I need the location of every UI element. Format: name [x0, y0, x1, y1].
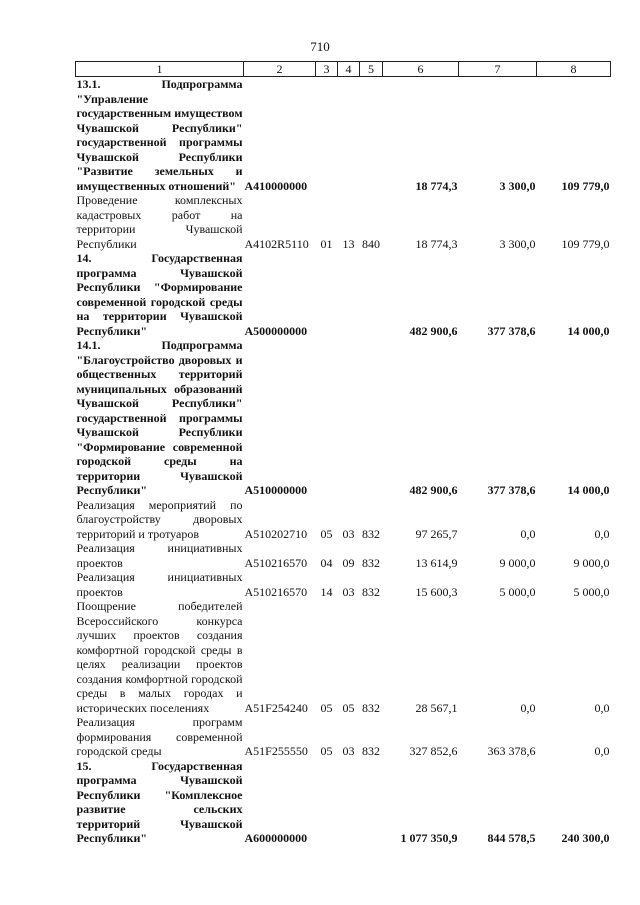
row-value-3: 0,0	[594, 526, 610, 541]
row-name: Реализация программ формирования современной городской среды	[76, 715, 243, 758]
row-section: 14	[320, 584, 333, 599]
budget-table	[75, 61, 611, 846]
row-section: 04	[320, 555, 333, 570]
row-expense-type: 832	[362, 526, 380, 541]
row-value-3: 0,0	[594, 700, 610, 715]
row-expense-type: 832	[362, 700, 380, 715]
row-value-2: 3 300,0	[499, 178, 536, 193]
row-section	[316, 77, 338, 194]
row-name: Проведение комплексных кадастровых работ на территории Чувашской Республики	[76, 193, 243, 251]
table-row	[76, 77, 611, 194]
row-value-2: 0,0	[520, 526, 536, 541]
row-value-1: 15 600,3	[415, 584, 458, 599]
row-code: А510216570	[244, 584, 308, 599]
row-value-2: 0,0	[520, 700, 536, 715]
row-value-3: 109 779,0	[561, 178, 610, 193]
table-row	[76, 251, 611, 338]
row-value-1: 327 852,6	[409, 744, 458, 758]
page-number: 710	[310, 39, 330, 54]
row-subsection: 09	[342, 555, 355, 570]
row-value-3: 5 000,0	[573, 584, 610, 599]
row-value-2: 9 000,0	[499, 555, 536, 570]
row-name: Реализация инициативных проектов	[76, 570, 243, 599]
row-name: Поощрение победителей Всероссийского конкурса лучших проектов создания комфортной городской среды в целях реализации проектов создания комфортной городской среды в малых городах и исторических поселениях	[76, 599, 243, 715]
table-row	[76, 570, 611, 599]
row-code: А510000000	[244, 483, 308, 497]
row-section	[316, 251, 338, 338]
row-code: А510202710	[244, 526, 308, 541]
table-row	[76, 715, 611, 759]
row-name: 13.1. Подпрограмма "Управление государственным имуществом Чувашской Республики" государственной программы Чувашской Республики "Развитие земельных и имущественных отношений"	[76, 77, 243, 193]
column-header: 1	[76, 62, 244, 77]
row-value-2: 363 378,6	[487, 744, 536, 758]
table-row	[76, 759, 611, 846]
row-value-1: 28 567,1	[415, 700, 458, 715]
row-value-3: 0,0	[594, 744, 610, 758]
table-row	[76, 338, 611, 498]
row-value-1: 482 900,6	[409, 483, 458, 497]
row-value-1: 13 614,9	[415, 555, 458, 570]
row-section: 01	[320, 236, 333, 251]
row-subsection	[338, 338, 360, 498]
row-expense-type	[360, 77, 383, 194]
table-row	[76, 498, 611, 542]
row-value-3: 14 000,0	[567, 323, 610, 338]
row-code: А51F255550	[244, 744, 308, 758]
row-expense-type: 832	[362, 584, 380, 599]
column-header: 5	[360, 62, 383, 77]
row-name: 14.1. Подпрограмма "Благоустройство дворовых и общественных территорий муниципальных образований Чувашской Республики" государственной программы Чувашской Республики "Формирование современной городской среды на территории Чувашской Республики"	[76, 338, 243, 497]
row-section: 05	[320, 744, 333, 758]
row-subsection	[338, 251, 360, 338]
row-expense-type	[360, 759, 383, 846]
row-value-2: 377 378,6	[487, 483, 536, 497]
row-code: А4102R5110	[244, 236, 309, 251]
row-code: А410000000	[244, 178, 308, 193]
table-row	[76, 193, 611, 251]
row-code: А510216570	[244, 555, 308, 570]
row-code: А500000000	[244, 323, 308, 338]
row-value-1: 18 774,3	[415, 236, 458, 251]
row-expense-type: 832	[362, 744, 380, 758]
row-name: 15. Государственная программа Чувашской Республики "Комплексное развитие сельских территорий Чувашской Республики"	[76, 758, 243, 845]
row-value-2: 5 000,0	[499, 584, 536, 599]
row-value-2: 3 300,0	[499, 236, 536, 251]
row-value-2: 377 378,6	[487, 323, 536, 338]
row-subsection: 03	[342, 744, 355, 758]
row-name: 14. Государственная программа Чувашской Республики "Формирование современной городской среды на территории Чувашской Республики"	[76, 251, 243, 338]
row-value-3: 109 779,0	[561, 236, 610, 251]
row-expense-type: 832	[362, 555, 380, 570]
row-code: А600000000	[244, 831, 308, 845]
row-expense-type	[360, 251, 383, 338]
row-expense-type	[360, 338, 383, 498]
table-row	[76, 599, 611, 715]
row-section: 05	[320, 700, 333, 715]
row-value-3: 14 000,0	[567, 483, 610, 497]
column-header: 2	[244, 62, 316, 77]
row-subsection: 13	[342, 236, 355, 251]
column-header: 3	[316, 62, 338, 77]
row-value-1: 18 774,3	[415, 178, 458, 193]
row-subsection	[338, 77, 360, 194]
row-value-3: 9 000,0	[573, 555, 610, 570]
column-number-row	[76, 62, 611, 77]
row-subsection: 03	[342, 584, 355, 599]
row-section	[316, 759, 338, 846]
row-value-3: 240 300,0	[561, 831, 610, 845]
row-value-2: 844 578,5	[487, 831, 536, 845]
row-name: Реализация инициативных проектов	[76, 541, 243, 570]
row-section: 05	[320, 526, 333, 541]
row-subsection	[338, 759, 360, 846]
row-subsection: 03	[342, 526, 355, 541]
table-row	[76, 541, 611, 570]
row-code: А51F254240	[244, 700, 308, 715]
column-header: 4	[338, 62, 360, 77]
row-name: Реализация мероприятий по благоустройству дворовых территорий и тротуаров	[76, 497, 243, 541]
row-value-1: 97 265,7	[415, 526, 458, 541]
row-value-1: 1 077 350,9	[400, 831, 458, 845]
row-expense-type: 840	[362, 236, 380, 251]
column-header: 7	[459, 62, 537, 77]
row-section	[316, 338, 338, 498]
row-value-1: 482 900,6	[409, 323, 458, 338]
row-subsection: 05	[342, 700, 355, 715]
column-header: 8	[537, 62, 611, 77]
column-header: 6	[383, 62, 459, 77]
